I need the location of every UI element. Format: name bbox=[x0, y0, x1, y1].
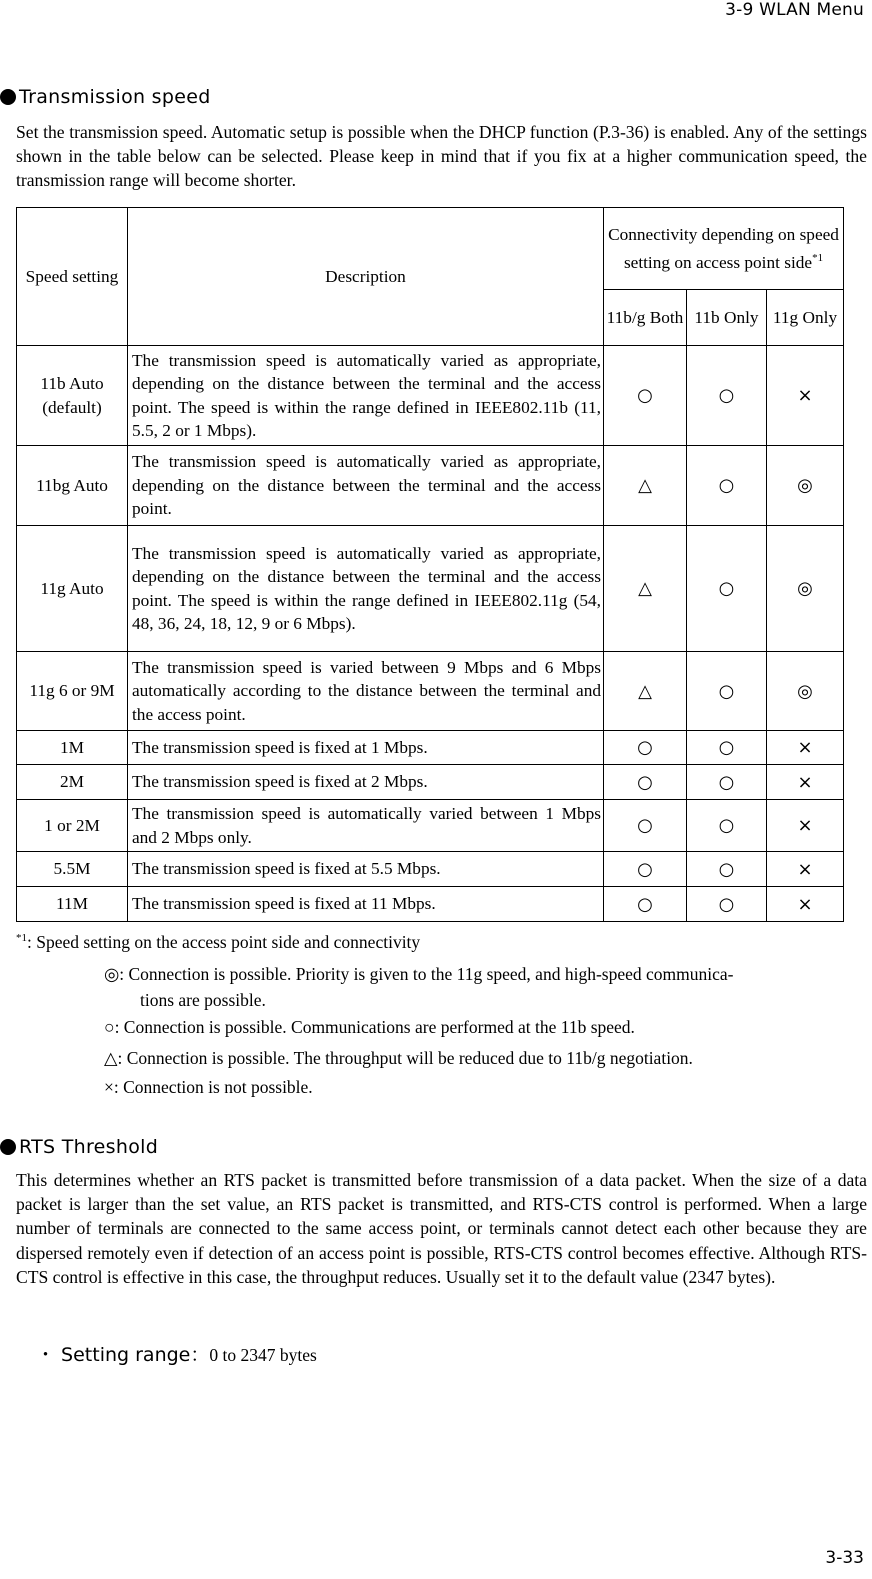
connectivity-both: ○ bbox=[604, 800, 687, 852]
setting-range-label: ・ Setting range： bbox=[36, 1344, 210, 1366]
legend-circle: ○: Connection is possible. Communications are performed at the 11b speed. bbox=[104, 1017, 635, 1037]
table-row bbox=[17, 731, 844, 765]
table-row bbox=[17, 526, 844, 652]
speed-cell: 1M bbox=[17, 731, 128, 765]
speed-cell: 2M bbox=[17, 765, 128, 800]
connectivity-both: ○ bbox=[604, 765, 687, 800]
description-cell: The transmission speed is automatically varied as appropriate, depending on the distance between the terminal and the access point. The speed is within the range defined in IEEE802.11b (11, 5.5, 2 or 1 Mbps). bbox=[128, 346, 604, 446]
connectivity-both: ○ bbox=[604, 887, 687, 922]
header-11b-only: 11b Only bbox=[687, 290, 767, 346]
transmission-speed-heading: Transmission speed bbox=[19, 86, 211, 108]
header-speed-setting: Speed setting bbox=[17, 208, 128, 346]
connectivity-11b: ○ bbox=[687, 346, 767, 446]
speed-cell: 11g Auto bbox=[17, 526, 128, 652]
connectivity-11b: ○ bbox=[687, 887, 767, 922]
connectivity-both: △ bbox=[604, 526, 687, 652]
table-row bbox=[17, 800, 844, 852]
connectivity-11b: ○ bbox=[687, 652, 767, 731]
description-cell: The transmission speed is fixed at 11 Mbps. bbox=[128, 887, 604, 922]
connectivity-11b: ○ bbox=[687, 765, 767, 800]
footnote-ref: *1 bbox=[812, 251, 824, 264]
connectivity-both: ○ bbox=[604, 346, 687, 446]
speed-cell: 11M bbox=[17, 887, 128, 922]
legend-double-circle-cont: tions are possible. bbox=[140, 990, 266, 1010]
connectivity-11b: ○ bbox=[687, 731, 767, 765]
table-row bbox=[17, 652, 844, 731]
table-row bbox=[17, 852, 844, 887]
legend-double-circle: ◎: Connection is possible. Priority is given to the 11g speed, and high-speed communica- bbox=[104, 964, 734, 984]
transmission-speed-intro: Set the transmission speed. Automatic setup is possible when the DHCP function (P.3-36) is enabled. Any of the settings shown in the table below can be selected. Please keep in mind that if you fix at a higher communication speed, the transmission range will become shorter. bbox=[16, 122, 867, 191]
header-11bg-both: 11b/g Both bbox=[604, 290, 687, 346]
footnote-heading bbox=[16, 932, 420, 953]
description-cell: The transmission speed is automatically varied between 1 Mbps and 2 Mbps only. bbox=[128, 800, 604, 852]
header-description: Description bbox=[128, 208, 604, 346]
connectivity-11g: ◎ bbox=[767, 526, 844, 652]
connectivity-11b: ○ bbox=[687, 852, 767, 887]
table-row bbox=[17, 346, 844, 446]
legend-cross: ×: Connection is not possible. bbox=[104, 1077, 313, 1097]
description-cell: The transmission speed is automatically varied as appropriate, depending on the distance between the terminal and the access point. bbox=[128, 446, 604, 526]
rts-threshold-heading: RTS Threshold bbox=[19, 1136, 159, 1158]
connectivity-11b: ○ bbox=[687, 526, 767, 652]
table-row bbox=[17, 765, 844, 800]
connectivity-11g: ◎ bbox=[767, 652, 844, 731]
legend-triangle: △: Connection is possible. The throughput will be reduced due to 11b/g negotiation. bbox=[104, 1048, 693, 1068]
connectivity-both: △ bbox=[604, 652, 687, 731]
bullet-icon bbox=[0, 1139, 16, 1155]
description-cell: The transmission speed is fixed at 5.5 Mbps. bbox=[128, 852, 604, 887]
connectivity-both: ○ bbox=[604, 852, 687, 887]
table-row bbox=[17, 446, 844, 526]
footnote-heading-text: : Speed setting on the access point side and connectivity bbox=[27, 932, 421, 952]
speed-cell: 11bg Auto bbox=[17, 446, 128, 526]
connectivity-11g: × bbox=[767, 852, 844, 887]
description-cell: The transmission speed is fixed at 2 Mbps. bbox=[128, 765, 604, 800]
connectivity-11b: ○ bbox=[687, 800, 767, 852]
connectivity-11g: ◎ bbox=[767, 446, 844, 526]
transmission-speed-title bbox=[0, 86, 211, 108]
connectivity-11g: × bbox=[767, 800, 844, 852]
description-cell: The transmission speed is varied between 9 Mbps and 6 Mbps automatically according to the distance between the terminal and the access point. bbox=[128, 652, 604, 731]
connectivity-11g: × bbox=[767, 731, 844, 765]
page-header: 3-9 WLAN Menu bbox=[725, 0, 864, 20]
rts-threshold-title bbox=[0, 1136, 158, 1158]
connectivity-both: ○ bbox=[604, 731, 687, 765]
connectivity-11b: ○ bbox=[687, 446, 767, 526]
page-number: 3-33 bbox=[825, 1548, 864, 1568]
connectivity-11g: × bbox=[767, 765, 844, 800]
setting-range bbox=[36, 1340, 317, 1367]
header-11g-only: 11g Only bbox=[767, 290, 844, 346]
description-cell: The transmission speed is fixed at 1 Mbps. bbox=[128, 731, 604, 765]
connectivity-11g: × bbox=[767, 887, 844, 922]
table-row bbox=[17, 887, 844, 922]
header-connectivity bbox=[604, 208, 844, 290]
connectivity-11g: × bbox=[767, 346, 844, 446]
speed-cell: 1 or 2M bbox=[17, 800, 128, 852]
rts-threshold-body: This determines whether an RTS packet is transmitted before transmission of a data packet. When the size of a data packet is larger than the set value, an RTS packet is transmitted, and RTS-CTS control is performed. When a large number of terminals are connected to the same access point, or terminals cannot detect each other because they are dispersed remotely even if detection of an access point is possible, RTS-CTS control becomes effective. Although RTS-CTS control is effective in this case, the throughput reduces. Usually set it to the default value (2347 bytes). bbox=[16, 1170, 867, 1287]
connectivity-both: △ bbox=[604, 446, 687, 526]
speed-cell: 11g 6 or 9M bbox=[17, 652, 128, 731]
description-cell: The transmission speed is automatically varied as appropriate, depending on the distance between the terminal and the access point. The speed is within the range defined in IEEE802.11g (54, 48, 36, 24, 18, 12, 9 or 6 Mbps). bbox=[128, 526, 604, 652]
bullet-icon bbox=[0, 89, 16, 105]
speed-cell: 5.5M bbox=[17, 852, 128, 887]
speed-settings-table bbox=[16, 207, 844, 922]
speed-cell: 11b Auto (default) bbox=[17, 346, 128, 446]
footnote-marker: *1 bbox=[16, 932, 27, 945]
setting-range-value: 0 to 2347 bytes bbox=[209, 1345, 317, 1365]
header-connectivity-text: Connectivity depending on speed setting on access point side bbox=[608, 225, 839, 272]
